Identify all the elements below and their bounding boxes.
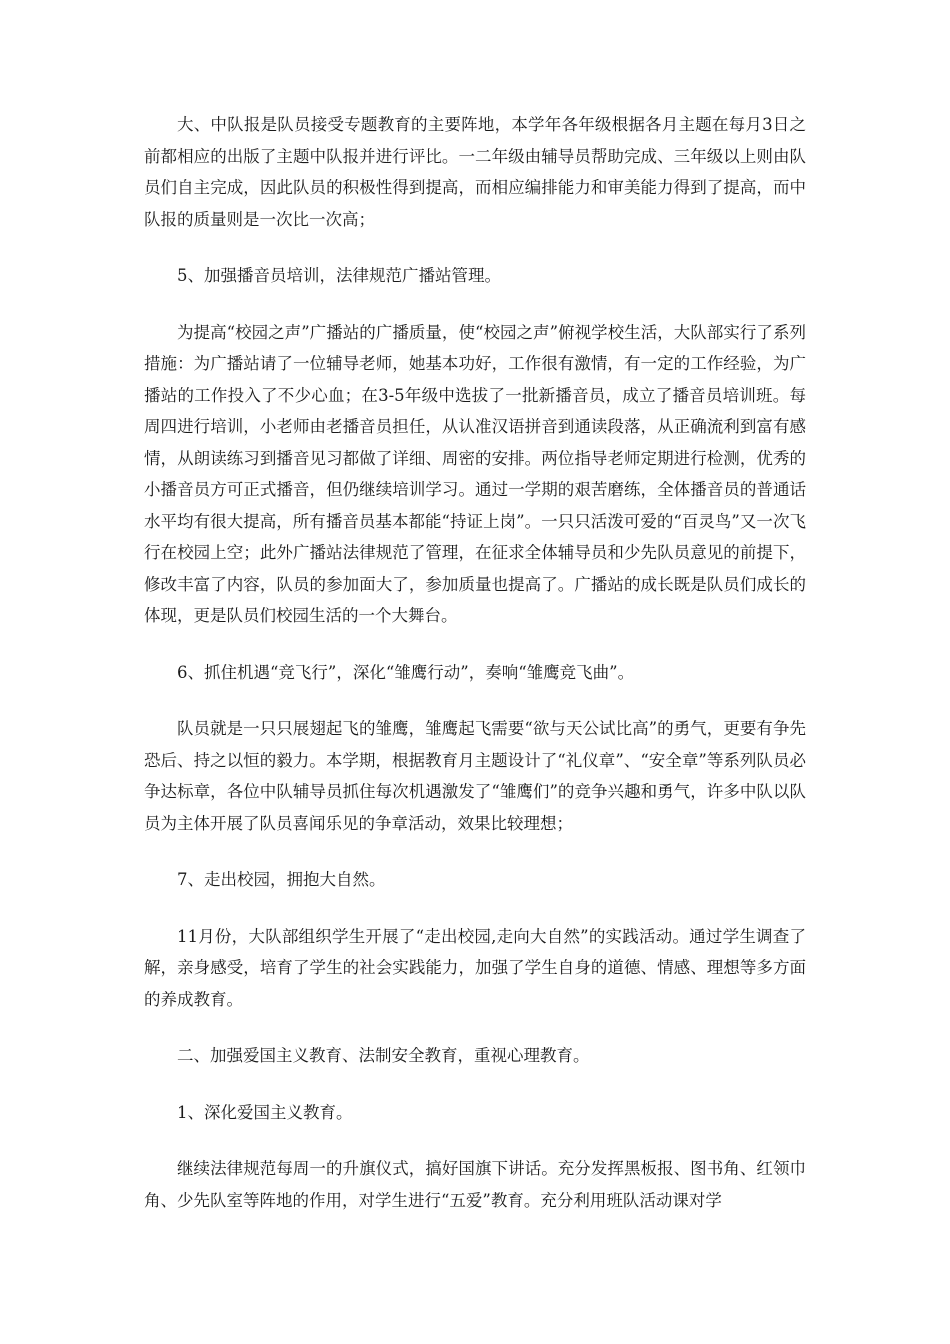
heading-patriotic-education: 二、加强爱国主义教育、法制安全教育，重视心理教育。: [177, 1046, 590, 1065]
paragraph-go-outdoors: 11月份，大队部组织学生开展了“走出校园,走向大自然”的实践活动。通过学生调查了解，亲身感受，培育了学生的社会实践能力，加强了学生自身的道德、情感、理想等多方面的养成教育。: [144, 926, 806, 1009]
heading-deepen-patriotism: 1、深化爱国主义教育。: [177, 1102, 353, 1122]
paragraph-broadcast-station: 为提高“校园之声”广播站的广播质量，使“校园之声”俯视学校生活，大队部实行了系列措施：为广播站请了一位辅导老师，她基本功好，工作很有激情，有一定的工作经验，为广播站的工作投入了不少心血；在3-5年级中选拔了一批新播音员，成立了播音员培训班。每周四进行培训，小老师由老播音员担任，从认准汉语拼音到通读段落，从正确流利到富有感情，从朗读练习到播音见习都做了详细、周密的安排。两位指导老师定期进行检测，优秀的小播音员方可正式播音，但仍继续培训学习。通过一学期的艰苦磨练，全体播音员的普通话水平均有很大提高，所有播音员基本都能“持证上岗”。一只只活泼可爱的“百灵鸟”又一次飞行在校园上空；此外广播站法律规范了管理，在征求全体辅导员和少先队员意见的前提下，修改丰富了内容，队员的参加面大了，参加质量也提高了。广播站的成长既是队员们成长的体现，更是队员们校园生活的一个大舞台。: [144, 322, 806, 625]
document-page: [144, 109, 806, 1241]
heading-broadcast-training: 5、加强播音员培训，法律规范广播站管理。: [177, 266, 501, 285]
paragraph-flag-ceremony: 继续法律规范每周一的升旗仪式，搞好国旗下讲话。充分发挥黑板报、图书角、红领巾角、少先队室等阵地的作用，对学生进行“五爱”教育。充分利用班队活动课对学: [144, 1159, 806, 1210]
heading-eagle-action: 6、抓住机遇“竞飞行”，深化“雏鹰行动”，奏响“雏鹰竞飞曲”。: [177, 662, 635, 682]
heading-go-outdoors: 7、走出校园，拥抱大自然。: [177, 870, 386, 889]
paragraph-eagle-action: 队员就是一只只展翅起飞的雏鹰，雏鹰起飞需要“欲与天公试比高”的勇气，更要有争先恐后、持之以恒的毅力。本学期，根据教育月主题设计了“礼仪章”、“安全章”等系列队员必争达标章，各位中队辅导员抓住每次机遇激发了“雏鹰们”的竞争兴趣和勇气，许多中队以队员为主体开展了队员喜闻乐见的争章活动，效果比较理想；: [144, 719, 806, 833]
paragraph-newsletter: 大、中队报是队员接受专题教育的主要阵地，本学年各年级根据各月主题在每月3日之前都相应的出版了主题中队报并进行评比。一二年级由辅导员帮助完成、三年级以上则由队员们自主完成，因此队员的积极性得到提高，而相应编排能力和审美能力得到了提高，而中队报的质量则是一次比一次高；: [144, 115, 806, 229]
